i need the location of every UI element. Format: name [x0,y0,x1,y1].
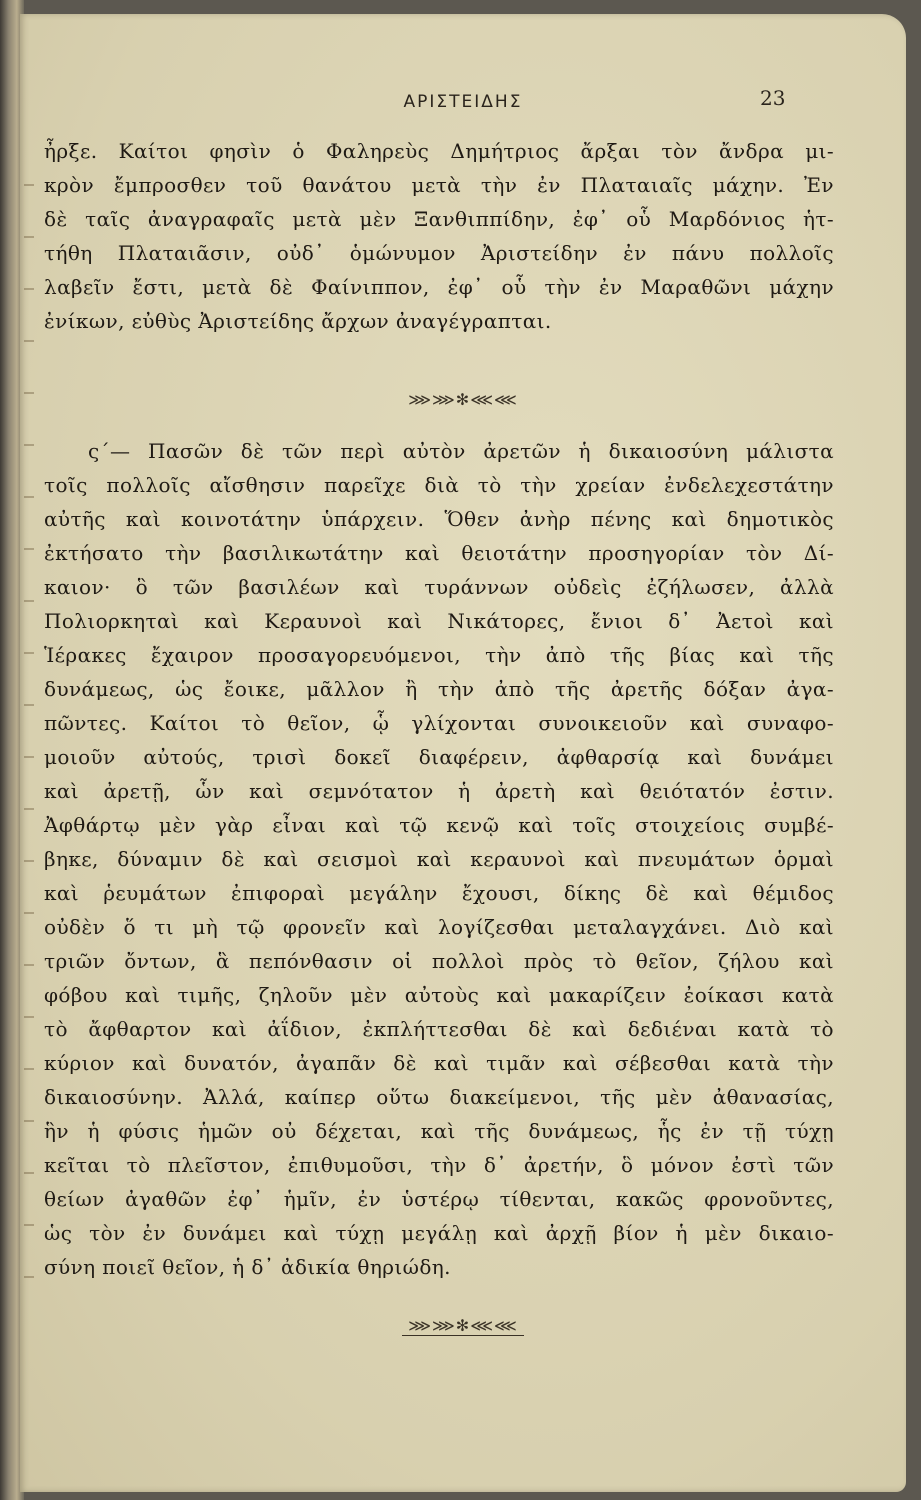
text-line: δικαιοσύνην. Ἀλλά, καίπερ οὕτω διακείμενοι, τῆς μὲν ἀθανασίας, [44,1085,834,1109]
book-page [20,14,906,1492]
text-line: καὶ ῥευμάτων ἐπιφοραὶ μεγάλην ἔχουσι, δίκης δὲ καὶ θέμιδος [44,881,834,905]
text-line: δὲ ταῖς ἀναγραφαῖς μετὰ μὲν Ξανθιππίδην, ἐφ᾽ οὗ Μαρδόνιος ἡτ- [44,207,834,231]
text-line: ἣν ἡ φύσις ἡμῶν οὐ δέχεται, καὶ τῆς δυνάμεως, ἧς ἐν τῇ τύχῃ [44,1119,834,1143]
text-line: κρὸν ἔμπροσθεν τοῦ θανάτου μετὰ τὴν ἐν Πλαταιαῖς μάχην. Ἐν [44,173,834,197]
text-line: ς´— Πασῶν δὲ τῶν περὶ αὐτὸν ἀρετῶν ἡ δικαιοσύνη μάλιστα [88,439,834,463]
text-line: κεῖται τὸ πλεῖστον, ἐπιθυμοῦσι, τὴν δ᾽ ἀρετήν, ὃ μόνον ἐστὶ τῶν [44,1153,834,1177]
text-line: λαβεῖν ἔστι, μετὰ δὲ Φαίνιππον, ἐφ᾽ οὗ τὴν ἐν Μαραθῶνι μάχην [44,275,834,299]
text-line: σύνη ποιεῖ θεῖον, ἡ δ᾽ ἀδικία θηριώδη. [44,1255,451,1279]
text-line: Πολιορκηταὶ καὶ Κεραυνοὶ καὶ Νικάτορες, ἔνιοι δ᾽ Ἀετοὶ καὶ [44,609,834,633]
paragraph-2 [44,434,834,1284]
text-line: ἐνίκων, εὐθὺς Ἀριστείδης ἄρχων ἀναγέγραπται. [44,309,552,333]
text-line: δυνάμεως, ὡς ἔοικε, μᾶλλον ἢ τὴν ἀπὸ τῆς ἀρετῆς δόξαν ἀγα- [44,677,834,701]
text-line: ἦρξε. Καίτοι φησὶν ὁ Φαληρεὺς Δημήτριος ἄρξαι τὸν ἄνδρα μι- [44,139,834,163]
section-ornament: ⋙⋙✻⋘⋘ [408,390,518,409]
text-line: πῶντες. Καίτοι τὸ θεῖον, ᾧ γλίχονται συνοικειοῦν καὶ συναφο- [44,711,834,735]
text-line: καὶ ἀρετῇ, ὧν καὶ σεμνότατον ἡ ἀρετὴ καὶ θειότατόν ἐστιν. [44,779,834,803]
text-line: φόβου καὶ τιμῆς, ζηλοῦν μὲν αὐτοὺς καὶ μακαρίζειν ἐοίκασι κατὰ [44,983,834,1007]
text-line: θείων ἀγαθῶν ἐφ᾽ ἡμῖν, ἐν ὑστέρῳ τίθενται, κακῶς φρονοῦντες, [44,1187,834,1211]
text-line: Ἱέρακες ἔχαιρον προσαγορευόμενοι, τὴν ἀπὸ τῆς βίας καὶ τῆς [44,643,834,667]
end-ornament-glyphs: ⋙⋙✻⋘⋘ [402,1316,523,1336]
text-line: ὡς τὸν ἐν δυνάμει καὶ τύχῃ μεγάλῃ καὶ ἀρχῇ βίον ἡ μὲν δικαιο- [44,1221,834,1245]
text-line: τήθη Πλαταιᾶσιν, οὐδ᾽ ὁμώνυμον Ἀριστείδην ἐν πάνυ πολλοῖς [44,241,834,265]
text-line: μοιοῦν αὐτούς, τρισὶ δοκεῖ διαφέρειν, ἀφθαρσίᾳ καὶ δυνάμει [44,745,834,769]
text-line: τοῖς πολλοῖς αἴσθησιν παρεῖχε διὰ τὸ τὴν χρείαν ἐνδελεχεστάτην [44,473,834,497]
text-line: ἐκτήσατο τὴν βασιλικωτάτην καὶ θειοτάτην προσηγορίαν τὸν Δί- [44,541,834,565]
text-line: τριῶν ὄντων, ἃ πεπόνθασιν οἱ πολλοὶ πρὸς τὸ θεῖον, ζήλου καὶ [44,949,834,973]
text-line: οὐδὲν ὅ τι μὴ τῷ φρονεῖν καὶ λογίζεσθαι μεταλαγχάνει. Διὸ καὶ [44,915,834,939]
page-number: 23 [760,86,786,110]
text-line: καιον· ὃ τῶν βασιλέων καὶ τυράννων οὐδεὶς ἐζήλωσεν, ἀλλὰ [44,575,834,599]
end-ornament [20,1316,906,1335]
text-line: τὸ ἄφθαρτον καὶ ἀΐδιον, ἐκπλήττεσθαι δὲ καὶ δεδιέναι κατὰ τὸ [44,1017,834,1041]
paragraph-1 [44,134,834,338]
page-edge-marks [24,154,34,1314]
text-line: κύριον καὶ δυνατόν, ἀγαπᾶν δὲ καὶ τιμᾶν καὶ σέβεσθαι κατὰ τὴν [44,1051,834,1075]
text-line: Ἀφθάρτῳ μὲν γὰρ εἶναι καὶ τῷ κενῷ καὶ τοῖς στοιχείοις συμβέ- [44,813,834,837]
text-line: βηκε, δύναμιν δὲ καὶ σεισμοὶ καὶ κεραυνοὶ καὶ πνευμάτων ὁρμαὶ [44,847,834,871]
running-title: ΑΡΙΣΤΕΙΔΗΣ [403,92,523,112]
text-line: αὐτῆς καὶ κοινοτάτην ὑπάρχειν. Ὅθεν ἀνὴρ πένης καὶ δημοτικὸς [44,507,834,531]
